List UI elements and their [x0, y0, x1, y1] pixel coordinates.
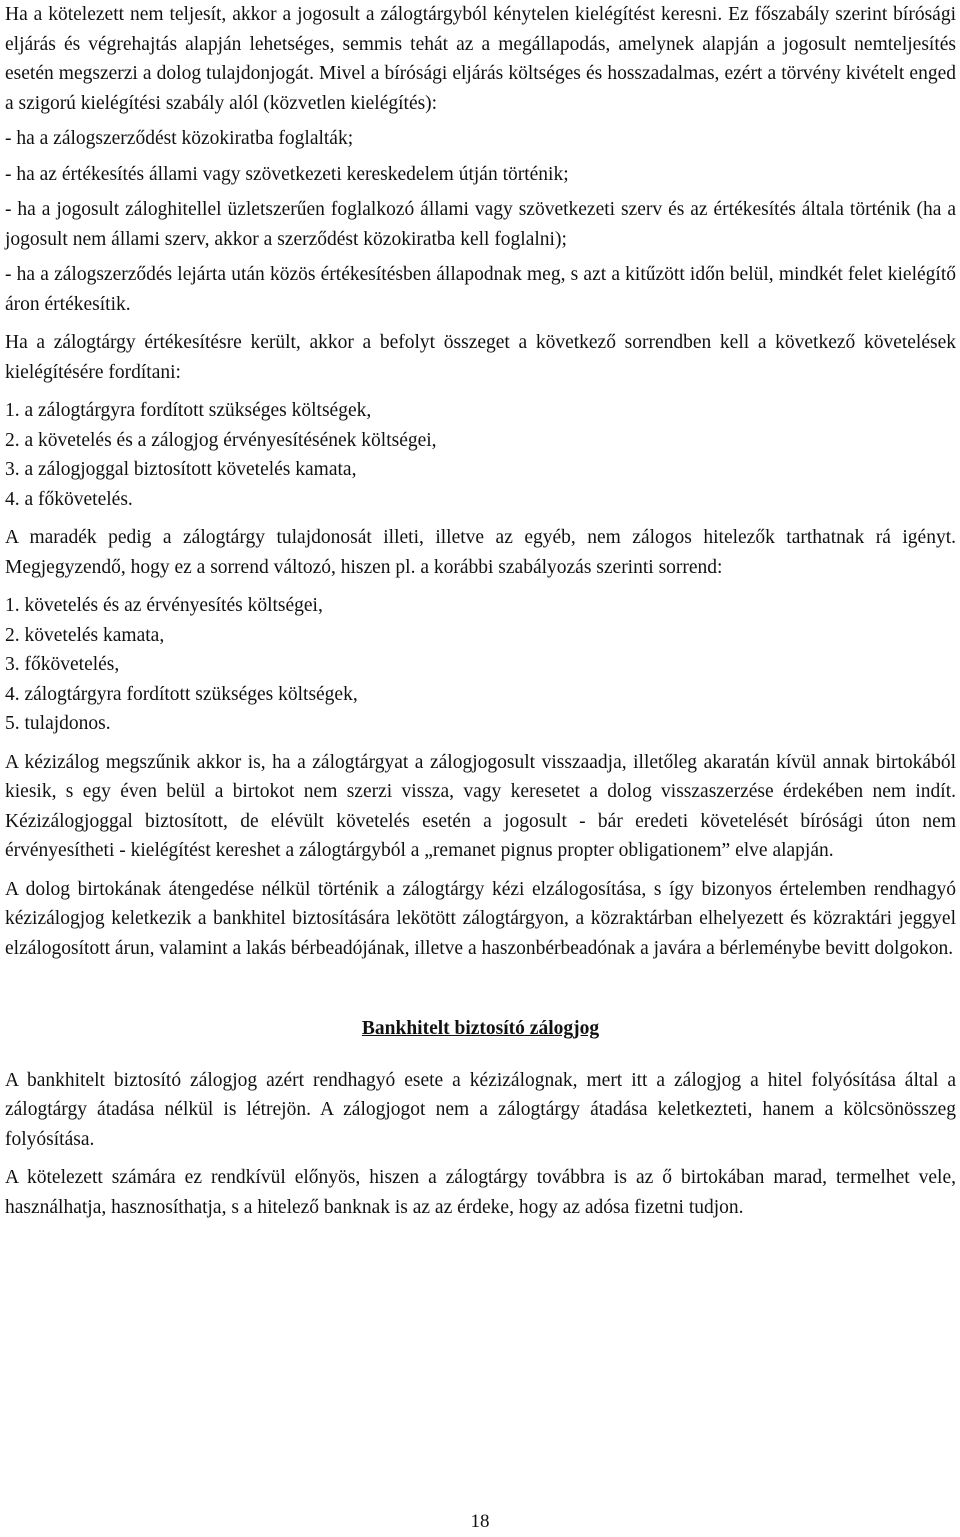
bullet-joint-sale: - ha a zálogszerződés lejárta után közös értékesítésben állapodnak meg, s azt a kitűzött időn belül, mindkét felet kielégítő áron értékesítik. [5, 264, 956, 315]
paragraph-proceeds-order: Ha a zálogtárgy értékesítésre került, akkor a befolyt összeget a következő sorrendben kell a következő követelések kielégítésére fordítani: [5, 332, 956, 383]
paragraph-bank-credit: A bankhitelt biztosító zálogjog azért rendhagyó esete a kézizálognak, mert itt a zálogjog a hitel folyósítása által a zálogtárgy átadása nélkül is létrejön. A zálogjogot nem a zálogtárgy átadása keletkezteti, hanem a kölcsönösszeg folyósítása. [5, 1069, 956, 1150]
paragraph-remainder: A maradék pedig a zálogtárgy tulajdonosát illeti, illetve az egyéb, nem zálogos hitelezők tarthatnak rá igényt. Megjegyzendő, hogy ez a sorrend változó, hiszen pl. a korábbi szabályozás szerinti sorrend: [5, 527, 956, 578]
list-item: 5. tulajdonos. [5, 713, 111, 734]
list-item: 1. követelés és az érvényesítés költségei, [5, 595, 323, 616]
page-number: 18 [470, 1511, 490, 1532]
ordered-list-previous [5, 591, 956, 739]
list-item: 2. a követelés és a zálogjog érvényesítésének költségei, [5, 429, 437, 451]
list-item: 3. a zálogjoggal biztosított követelés kamata, [5, 459, 357, 480]
section-heading: Bankhitelt biztosító zálogjog [361, 1018, 600, 1039]
list-item: 4. zálogtárgyra fordított szükséges költségek, [5, 683, 358, 705]
document-page [5, 0, 956, 1222]
list-item: 2. követelés kamata, [5, 624, 165, 646]
list-item: 1. a zálogtárgyra fordított szükséges költségek, [5, 400, 372, 421]
paragraph-irregular-pledge: A dolog birtokának átengedése nélkül történik a zálogtárgy kézi elzálogosítása, s így bizonyos értelemben rendhagyó kézizálogjog keletkezik a bankhitel biztosítására lekötött zálogtárgyon, a közraktárban elhelyezett és közraktári jeggyel elzálogosított árun, valamint a lakás bérbeadójának, illetve a haszonbérbeadónak a javára a bérleménybe bevitt dolgokon. [5, 878, 956, 959]
paragraph-satisfaction-intro: Ha a kötelezett nem teljesít, akkor a jogosult a zálogtárgyból kénytelen kielégítést keresni. Ez főszabály szerint bírósági eljárás és végrehajtás alapján lehetséges, semmis tehát az a megállapodás, amelynek alapján a jogosult nemteljesítés esetén megszerzi a dolog tulajdonjogát. Mivel a bírósági eljárás költséges és hosszadalmas, ezért a törvény kivételt enged a szigorú kielégítési szabály alól (közvetlen kielégítés): [5, 4, 956, 114]
ordered-list-current [5, 396, 956, 514]
bullet-public-deed: - ha a zálogszerződést közokiratba foglalták; [5, 128, 354, 149]
list-item: 4. a főkövetelés. [5, 488, 133, 510]
bullet-pawn-credit-organ: - ha a jogosult záloghitellel üzletszerűen foglalkozó állami vagy szövetkezeti szerv és az értékesítés általa történik (ha a jogosult nem állami szerv, akkor a szerződést közokiratba kell foglalni); [5, 199, 956, 250]
bullet-state-trade: - ha az értékesítés állami vagy szövetkezeti kereskedelem útján történik; [5, 163, 569, 185]
paragraph-debtor-advantage: A kötelezett számára ez rendkívül előnyös, hiszen a zálogtárgy továbbra is az ő birtokában marad, termelhet vele, használhatja, hasznosíthatja, s a hitelező banknak is az az érdeke, hogy az adósa fizetni tudjon. [5, 1167, 956, 1218]
list-item: 3. főkövetelés, [5, 654, 120, 675]
paragraph-termination: A kézizálog megszűnik akkor is, ha a zálogtárgyat a zálogjogosult visszaadja, illetőleg akaratán kívül annak birtokából kiesik, s egy éven belül a birtokot nem szerzi vissza, vagy keresetet a dolog visszaszerzése érdekében nem indít. Kézizálogjoggal biztosított, de elévült követelés esetén a jogosult - bár eredeti követelését bírósági úton nem érvényesítheti - kielégítést kereshet a zálogtárgyból a „remanet pignus propter obligationem” elve alapján. [5, 751, 956, 861]
